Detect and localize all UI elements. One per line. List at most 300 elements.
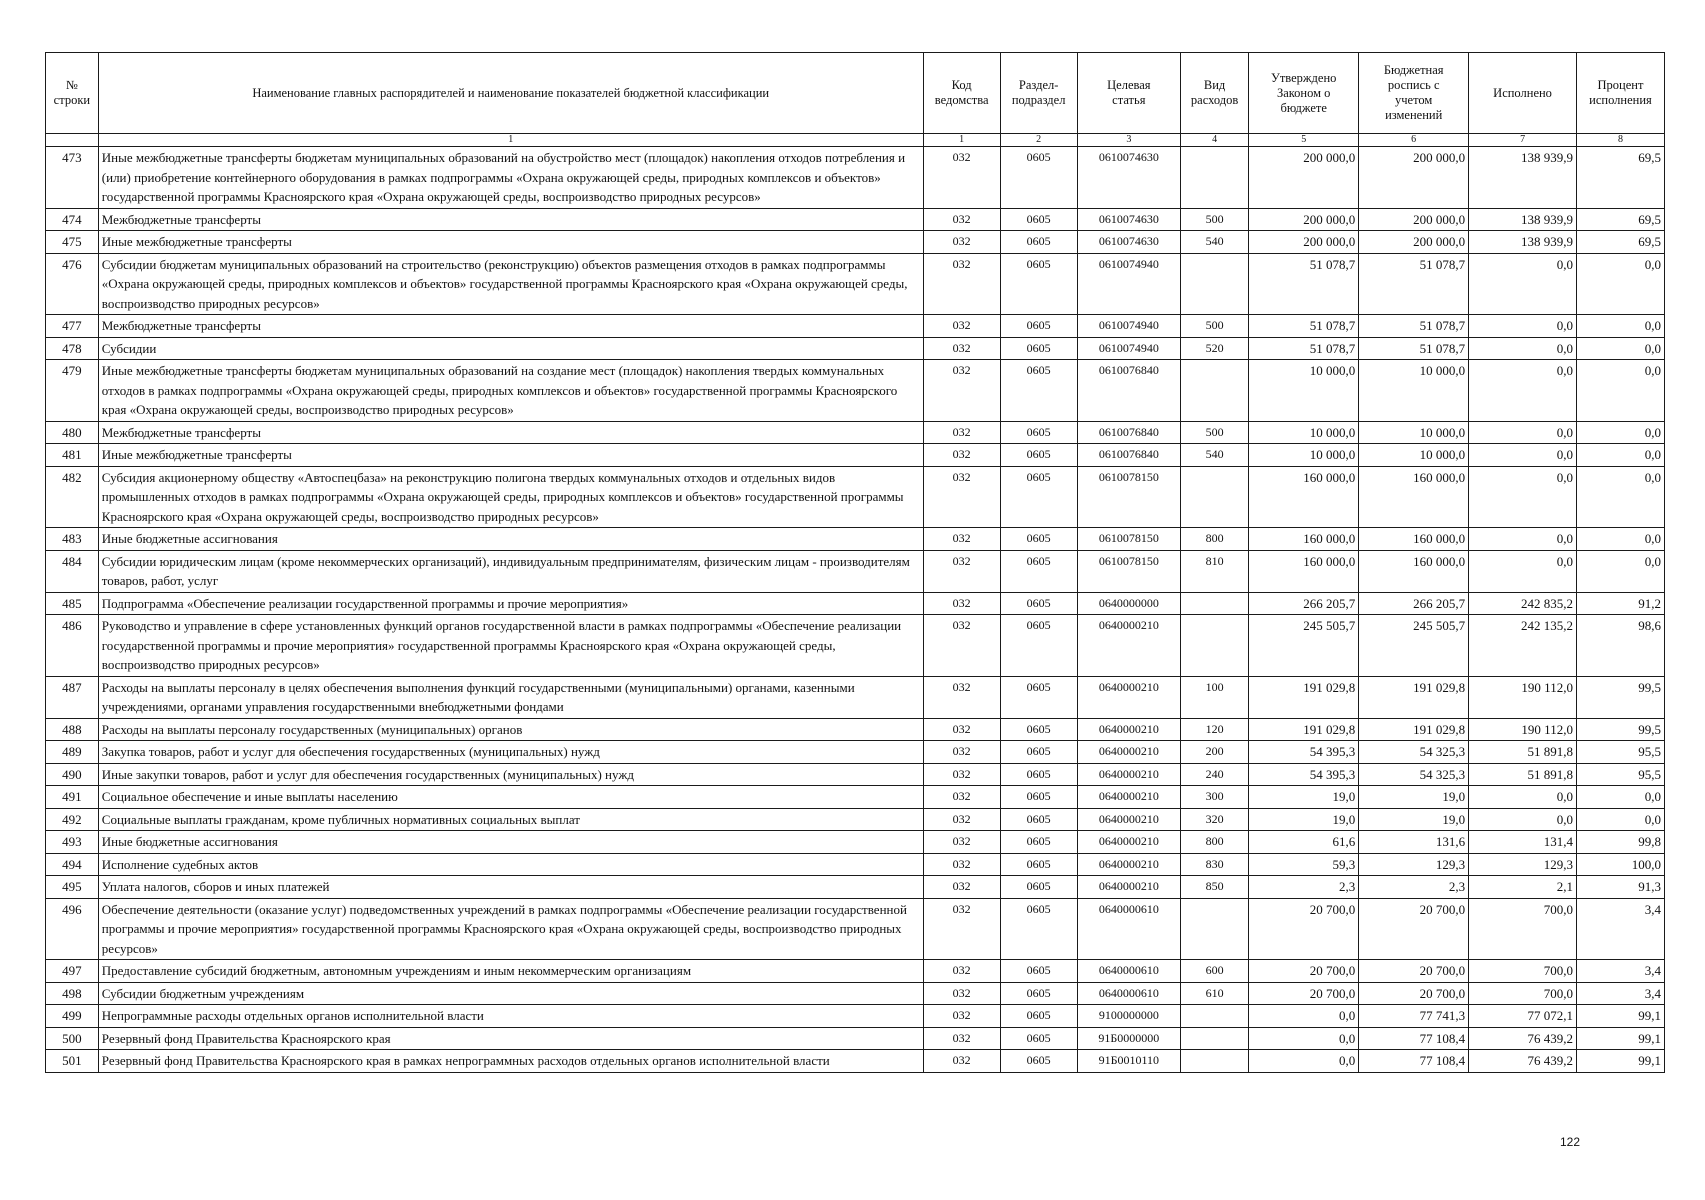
header-executed: Исполнено <box>1469 53 1577 134</box>
row-section: 0605 <box>1000 1005 1077 1028</box>
row-section: 0605 <box>1000 444 1077 467</box>
row-executed: 77 072,1 <box>1469 1005 1577 1028</box>
row-executed: 138 939,9 <box>1469 231 1577 254</box>
colnum-3: 3 <box>1077 134 1180 147</box>
header-row <box>46 53 1665 134</box>
row-target: 9100000000 <box>1077 1005 1180 1028</box>
row-dept-code: 032 <box>923 786 1000 809</box>
row-percent: 99,1 <box>1576 1050 1664 1073</box>
row-target: 0610078150 <box>1077 466 1180 528</box>
row-number: 485 <box>46 592 99 615</box>
row-executed: 0,0 <box>1469 315 1577 338</box>
row-approved: 0,0 <box>1249 1027 1359 1050</box>
row-executed: 51 891,8 <box>1469 763 1577 786</box>
row-executed: 0,0 <box>1469 360 1577 422</box>
row-budget-list: 20 700,0 <box>1359 982 1469 1005</box>
row-dept-code: 032 <box>923 763 1000 786</box>
row-exp-type <box>1181 1005 1249 1028</box>
table-row <box>46 253 1665 315</box>
row-executed: 242 835,2 <box>1469 592 1577 615</box>
row-percent: 0,0 <box>1576 550 1664 592</box>
row-approved: 20 700,0 <box>1249 982 1359 1005</box>
header-dept-code: Код ведомства <box>923 53 1000 134</box>
row-percent: 100,0 <box>1576 853 1664 876</box>
row-target: 0610076840 <box>1077 444 1180 467</box>
budget-execution-table <box>45 52 1665 1073</box>
row-percent: 95,5 <box>1576 763 1664 786</box>
page-number: 122 <box>1560 1135 1581 1149</box>
row-approved: 19,0 <box>1249 808 1359 831</box>
row-number: 473 <box>46 147 99 209</box>
table-row <box>46 982 1665 1005</box>
row-exp-type: 600 <box>1181 960 1249 983</box>
row-dept-code: 032 <box>923 444 1000 467</box>
row-number: 478 <box>46 337 99 360</box>
row-section: 0605 <box>1000 718 1077 741</box>
row-exp-type <box>1181 615 1249 677</box>
row-target: 0640000610 <box>1077 982 1180 1005</box>
row-section: 0605 <box>1000 147 1077 209</box>
row-name: Иные межбюджетные трансферты бюджетам муниципальных образований на обустройство мест (площадок) накопления отходов потребления и (или) приобретение контейнерного оборудования в рамках подпрограммы «Охрана окружающей среды, природных комплексов и объектов» государственной программы Красноярского края «Охрана окружающей среды, воспроизводство природных ресурсов» <box>98 147 923 209</box>
row-target: 0640000610 <box>1077 898 1180 960</box>
row-dept-code: 032 <box>923 982 1000 1005</box>
row-exp-type <box>1181 1050 1249 1073</box>
row-target: 0640000610 <box>1077 960 1180 983</box>
row-approved: 19,0 <box>1249 786 1359 809</box>
row-section: 0605 <box>1000 337 1077 360</box>
row-name: Исполнение судебных актов <box>98 853 923 876</box>
table-row <box>46 528 1665 551</box>
row-section: 0605 <box>1000 231 1077 254</box>
row-percent: 99,1 <box>1576 1027 1664 1050</box>
row-section: 0605 <box>1000 876 1077 899</box>
row-target: 0640000210 <box>1077 808 1180 831</box>
row-section: 0605 <box>1000 550 1077 592</box>
row-budget-list: 131,6 <box>1359 831 1469 854</box>
row-name: Межбюджетные трансферты <box>98 315 923 338</box>
row-exp-type: 300 <box>1181 786 1249 809</box>
row-executed: 0,0 <box>1469 337 1577 360</box>
row-exp-type <box>1181 147 1249 209</box>
row-approved: 10 000,0 <box>1249 444 1359 467</box>
row-dept-code: 032 <box>923 592 1000 615</box>
row-number: 479 <box>46 360 99 422</box>
row-target: 0610076840 <box>1077 360 1180 422</box>
row-target: 0610076840 <box>1077 421 1180 444</box>
header-section: Раздел- подраздел <box>1000 53 1077 134</box>
row-executed: 700,0 <box>1469 960 1577 983</box>
row-name: Субсидии юридическим лицам (кроме некоммерческих организаций), индивидуальным предпринимателям, физическим лицам - производителям товаров, работ, услуг <box>98 550 923 592</box>
row-target: 0610074630 <box>1077 208 1180 231</box>
row-section: 0605 <box>1000 360 1077 422</box>
colnum-blank <box>46 134 99 147</box>
row-name: Иные бюджетные ассигнования <box>98 831 923 854</box>
row-percent: 91,2 <box>1576 592 1664 615</box>
row-executed: 0,0 <box>1469 808 1577 831</box>
row-exp-type: 850 <box>1181 876 1249 899</box>
row-budget-list: 20 700,0 <box>1359 960 1469 983</box>
row-dept-code: 032 <box>923 1027 1000 1050</box>
table-row <box>46 315 1665 338</box>
row-percent: 99,5 <box>1576 718 1664 741</box>
row-percent: 69,5 <box>1576 208 1664 231</box>
row-dept-code: 032 <box>923 1050 1000 1073</box>
table-row <box>46 208 1665 231</box>
row-number: 496 <box>46 898 99 960</box>
row-target: 0640000210 <box>1077 615 1180 677</box>
row-section: 0605 <box>1000 741 1077 764</box>
row-dept-code: 032 <box>923 808 1000 831</box>
row-dept-code: 032 <box>923 876 1000 899</box>
row-section: 0605 <box>1000 831 1077 854</box>
row-number: 482 <box>46 466 99 528</box>
row-executed: 51 891,8 <box>1469 741 1577 764</box>
row-section: 0605 <box>1000 786 1077 809</box>
row-name: Субсидии <box>98 337 923 360</box>
row-exp-type: 320 <box>1181 808 1249 831</box>
row-exp-type <box>1181 253 1249 315</box>
row-number: 490 <box>46 763 99 786</box>
row-name: Иные межбюджетные трансферты <box>98 444 923 467</box>
colnum-7: 7 <box>1469 134 1577 147</box>
row-exp-type <box>1181 898 1249 960</box>
row-percent: 0,0 <box>1576 315 1664 338</box>
row-budget-list: 20 700,0 <box>1359 898 1469 960</box>
row-approved: 61,6 <box>1249 831 1359 854</box>
row-approved: 266 205,7 <box>1249 592 1359 615</box>
row-target: 0640000210 <box>1077 876 1180 899</box>
row-executed: 190 112,0 <box>1469 718 1577 741</box>
row-budget-list: 19,0 <box>1359 808 1469 831</box>
row-number: 494 <box>46 853 99 876</box>
row-percent: 98,6 <box>1576 615 1664 677</box>
row-budget-list: 191 029,8 <box>1359 676 1469 718</box>
row-executed: 76 439,2 <box>1469 1027 1577 1050</box>
colnum-8: 8 <box>1576 134 1664 147</box>
row-approved: 54 395,3 <box>1249 741 1359 764</box>
row-exp-type: 500 <box>1181 208 1249 231</box>
row-target: 0640000210 <box>1077 786 1180 809</box>
header-row-no: № строки <box>46 53 99 134</box>
header-name: Наименование главных распорядителей и наименование показателей бюджетной классификации <box>98 53 923 134</box>
row-name: Предоставление субсидий бюджетным, автономным учреждениям и иным некоммерческим организациям <box>98 960 923 983</box>
row-section: 0605 <box>1000 982 1077 1005</box>
table-row <box>46 853 1665 876</box>
row-section: 0605 <box>1000 315 1077 338</box>
table-body <box>46 147 1665 1073</box>
row-exp-type: 120 <box>1181 718 1249 741</box>
table-row <box>46 898 1665 960</box>
row-section: 0605 <box>1000 898 1077 960</box>
row-dept-code: 032 <box>923 741 1000 764</box>
table-row <box>46 421 1665 444</box>
row-target: 0610074940 <box>1077 315 1180 338</box>
row-dept-code: 032 <box>923 898 1000 960</box>
row-name: Социальные выплаты гражданам, кроме публичных нормативных социальных выплат <box>98 808 923 831</box>
row-target: 91Б0010110 <box>1077 1050 1180 1073</box>
row-target: 0640000210 <box>1077 831 1180 854</box>
row-percent: 99,5 <box>1576 676 1664 718</box>
row-percent: 0,0 <box>1576 253 1664 315</box>
row-name: Социальное обеспечение и иные выплаты населению <box>98 786 923 809</box>
row-budget-list: 160 000,0 <box>1359 550 1469 592</box>
table-row <box>46 337 1665 360</box>
row-number: 499 <box>46 1005 99 1028</box>
row-budget-list: 19,0 <box>1359 786 1469 809</box>
row-number: 495 <box>46 876 99 899</box>
row-budget-list: 200 000,0 <box>1359 231 1469 254</box>
header-exp-type: Вид расходов <box>1181 53 1249 134</box>
row-name: Уплата налогов, сборов и иных платежей <box>98 876 923 899</box>
row-budget-list: 51 078,7 <box>1359 253 1469 315</box>
row-name: Субсидии бюджетам муниципальных образований на строительство (реконструкцию) объектов размещения отходов в рамках подпрограммы «Охрана окружающей среды, природных комплексов и объектов» государственной программы Красноярского края «Охрана окружающей среды, воспроизводство природных ресурсов» <box>98 253 923 315</box>
row-approved: 10 000,0 <box>1249 421 1359 444</box>
row-approved: 20 700,0 <box>1249 898 1359 960</box>
row-percent: 0,0 <box>1576 808 1664 831</box>
row-dept-code: 032 <box>923 676 1000 718</box>
row-dept-code: 032 <box>923 231 1000 254</box>
row-percent: 3,4 <box>1576 982 1664 1005</box>
row-target: 0640000210 <box>1077 853 1180 876</box>
row-section: 0605 <box>1000 466 1077 528</box>
row-exp-type: 500 <box>1181 315 1249 338</box>
row-name: Иные закупки товаров, работ и услуг для обеспечения государственных (муниципальных) нужд <box>98 763 923 786</box>
row-exp-type: 800 <box>1181 831 1249 854</box>
row-number: 488 <box>46 718 99 741</box>
row-approved: 54 395,3 <box>1249 763 1359 786</box>
row-budget-list: 54 325,3 <box>1359 741 1469 764</box>
row-budget-list: 266 205,7 <box>1359 592 1469 615</box>
header-approved: Утверждено Законом о бюджете <box>1249 53 1359 134</box>
row-executed: 131,4 <box>1469 831 1577 854</box>
table-row <box>46 1005 1665 1028</box>
row-exp-type: 830 <box>1181 853 1249 876</box>
table-row <box>46 466 1665 528</box>
table-row <box>46 147 1665 209</box>
row-percent: 0,0 <box>1576 421 1664 444</box>
row-budget-list: 200 000,0 <box>1359 147 1469 209</box>
row-section: 0605 <box>1000 592 1077 615</box>
row-budget-list: 10 000,0 <box>1359 444 1469 467</box>
row-executed: 190 112,0 <box>1469 676 1577 718</box>
row-exp-type: 520 <box>1181 337 1249 360</box>
row-number: 474 <box>46 208 99 231</box>
row-dept-code: 032 <box>923 253 1000 315</box>
row-target: 0640000210 <box>1077 718 1180 741</box>
row-approved: 191 029,8 <box>1249 718 1359 741</box>
row-budget-list: 51 078,7 <box>1359 315 1469 338</box>
colnum-2: 2 <box>1000 134 1077 147</box>
table-row <box>46 763 1665 786</box>
row-name: Резервный фонд Правительства Красноярского края в рамках непрограммных расходов отдельных органов исполнительной власти <box>98 1050 923 1073</box>
row-dept-code: 032 <box>923 337 1000 360</box>
table-row <box>46 592 1665 615</box>
row-executed: 242 135,2 <box>1469 615 1577 677</box>
table-row <box>46 876 1665 899</box>
row-executed: 0,0 <box>1469 444 1577 467</box>
row-target: 0610074630 <box>1077 147 1180 209</box>
row-approved: 59,3 <box>1249 853 1359 876</box>
colnum-1: 1 <box>98 134 923 147</box>
table-row <box>46 1027 1665 1050</box>
row-exp-type: 810 <box>1181 550 1249 592</box>
table-row <box>46 808 1665 831</box>
row-executed: 0,0 <box>1469 466 1577 528</box>
row-executed: 138 939,9 <box>1469 147 1577 209</box>
row-approved: 160 000,0 <box>1249 550 1359 592</box>
row-approved: 51 078,7 <box>1249 253 1359 315</box>
column-number-row <box>46 134 1665 147</box>
row-approved: 200 000,0 <box>1249 231 1359 254</box>
row-exp-type <box>1181 466 1249 528</box>
colnum-6: 6 <box>1359 134 1469 147</box>
row-budget-list: 129,3 <box>1359 853 1469 876</box>
row-approved: 200 000,0 <box>1249 208 1359 231</box>
row-dept-code: 032 <box>923 360 1000 422</box>
row-target: 0640000210 <box>1077 676 1180 718</box>
row-target: 0610074940 <box>1077 253 1180 315</box>
row-executed: 0,0 <box>1469 550 1577 592</box>
row-percent: 0,0 <box>1576 337 1664 360</box>
row-number: 475 <box>46 231 99 254</box>
row-section: 0605 <box>1000 960 1077 983</box>
row-target: 0610074940 <box>1077 337 1180 360</box>
row-number: 476 <box>46 253 99 315</box>
row-executed: 138 939,9 <box>1469 208 1577 231</box>
row-percent: 69,5 <box>1576 231 1664 254</box>
row-dept-code: 032 <box>923 550 1000 592</box>
table-row <box>46 444 1665 467</box>
row-number: 493 <box>46 831 99 854</box>
row-number: 484 <box>46 550 99 592</box>
row-dept-code: 032 <box>923 528 1000 551</box>
row-exp-type <box>1181 360 1249 422</box>
row-approved: 2,3 <box>1249 876 1359 899</box>
row-executed: 700,0 <box>1469 982 1577 1005</box>
row-number: 489 <box>46 741 99 764</box>
row-number: 491 <box>46 786 99 809</box>
row-dept-code: 032 <box>923 315 1000 338</box>
row-number: 481 <box>46 444 99 467</box>
row-target: 0640000000 <box>1077 592 1180 615</box>
row-number: 480 <box>46 421 99 444</box>
row-dept-code: 032 <box>923 421 1000 444</box>
row-exp-type: 500 <box>1181 421 1249 444</box>
row-budget-list: 77 108,4 <box>1359 1027 1469 1050</box>
row-section: 0605 <box>1000 253 1077 315</box>
row-budget-list: 54 325,3 <box>1359 763 1469 786</box>
row-number: 500 <box>46 1027 99 1050</box>
row-approved: 0,0 <box>1249 1050 1359 1073</box>
table-row <box>46 231 1665 254</box>
row-number: 492 <box>46 808 99 831</box>
row-exp-type: 200 <box>1181 741 1249 764</box>
table-row <box>46 718 1665 741</box>
row-percent: 0,0 <box>1576 528 1664 551</box>
row-budget-list: 51 078,7 <box>1359 337 1469 360</box>
row-budget-list: 77 108,4 <box>1359 1050 1469 1073</box>
row-budget-list: 245 505,7 <box>1359 615 1469 677</box>
row-dept-code: 032 <box>923 208 1000 231</box>
row-section: 0605 <box>1000 763 1077 786</box>
row-dept-code: 032 <box>923 1005 1000 1028</box>
row-name: Субсидии бюджетным учреждениям <box>98 982 923 1005</box>
row-name: Резервный фонд Правительства Красноярского края <box>98 1027 923 1050</box>
row-section: 0605 <box>1000 528 1077 551</box>
row-percent: 99,8 <box>1576 831 1664 854</box>
row-exp-type: 610 <box>1181 982 1249 1005</box>
row-budget-list: 77 741,3 <box>1359 1005 1469 1028</box>
colnum-4: 4 <box>1181 134 1249 147</box>
row-approved: 160 000,0 <box>1249 466 1359 528</box>
row-section: 0605 <box>1000 208 1077 231</box>
row-dept-code: 032 <box>923 615 1000 677</box>
row-name: Иные межбюджетные трансферты <box>98 231 923 254</box>
table-row <box>46 1050 1665 1073</box>
row-name: Межбюджетные трансферты <box>98 421 923 444</box>
row-exp-type: 240 <box>1181 763 1249 786</box>
row-exp-type: 540 <box>1181 444 1249 467</box>
row-name: Субсидия акционерному обществу «Автоспецбаза» на реконструкцию полигона твердых коммунальных отходов и отдельных видов промышленных отходов в рамках подпрограммы «Охрана окружающей среды, природных комплексов и объектов» государственной программы Красноярского края «Охрана окружающей среды, воспроизводство природных ресурсов» <box>98 466 923 528</box>
colnum-1b: 1 <box>923 134 1000 147</box>
row-name: Иные бюджетные ассигнования <box>98 528 923 551</box>
row-number: 498 <box>46 982 99 1005</box>
row-target: 0610078150 <box>1077 528 1180 551</box>
row-name: Непрограммные расходы отдельных органов исполнительной власти <box>98 1005 923 1028</box>
row-number: 483 <box>46 528 99 551</box>
row-dept-code: 032 <box>923 718 1000 741</box>
row-target: 0640000210 <box>1077 741 1180 764</box>
row-section: 0605 <box>1000 853 1077 876</box>
row-dept-code: 032 <box>923 466 1000 528</box>
row-name: Руководство и управление в сфере установленных функций органов государственной власти в рамках подпрограммы «Обеспечение реализации государственной программы и прочие мероприятия» государственной программы Красноярского края «Охрана окружающей среды, воспроизводство природных ресурсов» <box>98 615 923 677</box>
colnum-5: 5 <box>1249 134 1359 147</box>
row-percent: 99,1 <box>1576 1005 1664 1028</box>
row-target: 0640000210 <box>1077 763 1180 786</box>
row-percent: 69,5 <box>1576 147 1664 209</box>
row-exp-type: 800 <box>1181 528 1249 551</box>
row-budget-list: 160 000,0 <box>1359 528 1469 551</box>
row-name: Расходы на выплаты персоналу в целях обеспечения выполнения функций государственными (муниципальными) органами, казенными учреждениями, органами управления государственными внебюджетными фондами <box>98 676 923 718</box>
row-executed: 129,3 <box>1469 853 1577 876</box>
row-executed: 76 439,2 <box>1469 1050 1577 1073</box>
row-approved: 160 000,0 <box>1249 528 1359 551</box>
row-exp-type <box>1181 592 1249 615</box>
row-exp-type: 540 <box>1181 231 1249 254</box>
row-approved: 51 078,7 <box>1249 337 1359 360</box>
row-section: 0605 <box>1000 676 1077 718</box>
row-percent: 0,0 <box>1576 360 1664 422</box>
row-dept-code: 032 <box>923 147 1000 209</box>
row-executed: 2,1 <box>1469 876 1577 899</box>
row-name: Иные межбюджетные трансферты бюджетам муниципальных образований на создание мест (площадок) накопления твердых коммунальных отходов в рамках подпрограммы «Охрана окружающей среды, природных комплексов и объектов» государственной программы Красноярского края «Охрана окружающей среды, воспроизводство природных ресурсов» <box>98 360 923 422</box>
row-approved: 0,0 <box>1249 1005 1359 1028</box>
row-target: 91Б0000000 <box>1077 1027 1180 1050</box>
table-row <box>46 360 1665 422</box>
row-name: Обеспечение деятельности (оказание услуг) подведомственных учреждений в рамках подпрограммы «Обеспечение реализации государственной программы и прочие мероприятия» государственной программы Красноярского края «Охрана окружающей среды, воспроизводство природных ресурсов» <box>98 898 923 960</box>
row-dept-code: 032 <box>923 853 1000 876</box>
row-dept-code: 032 <box>923 960 1000 983</box>
row-exp-type <box>1181 1027 1249 1050</box>
row-percent: 3,4 <box>1576 898 1664 960</box>
row-approved: 245 505,7 <box>1249 615 1359 677</box>
row-section: 0605 <box>1000 421 1077 444</box>
row-budget-list: 200 000,0 <box>1359 208 1469 231</box>
row-percent: 3,4 <box>1576 960 1664 983</box>
row-budget-list: 191 029,8 <box>1359 718 1469 741</box>
table-row <box>46 831 1665 854</box>
row-percent: 0,0 <box>1576 466 1664 528</box>
